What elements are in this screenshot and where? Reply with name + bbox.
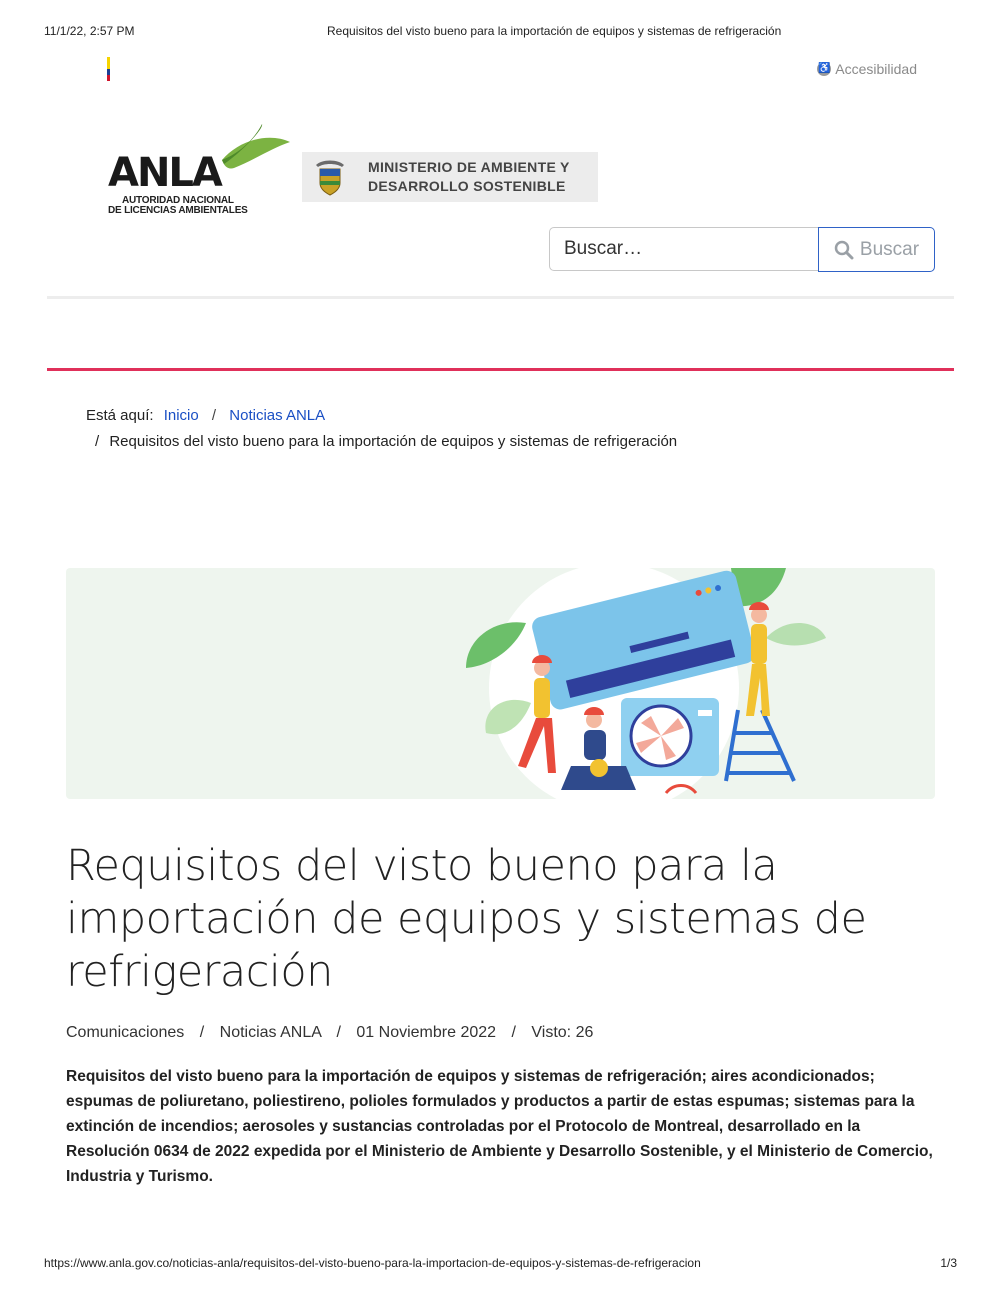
- article-title: Requisitos del visto bueno para la importación de equipos y sistemas de refrigeración: [66, 841, 867, 997]
- print-datetime: 11/1/22, 2:57 PM: [44, 24, 135, 38]
- air-conditioner-illustration: [66, 568, 935, 799]
- article-meta: [66, 1024, 593, 1042]
- print-footer-url: https://www.anla.gov.co/noticias-anla/requisitos-del-visto-bueno-para-la-importacion-de-equipos-y-sistemas-de-refrigeracion: [44, 1256, 701, 1270]
- print-doc-title: Requisitos del visto bueno para la importación de equipos y sistemas de refrigeración: [327, 24, 782, 38]
- accessibility-link[interactable]: [817, 61, 917, 77]
- breadcrumb: [86, 407, 325, 424]
- coat-of-arms-icon: [308, 155, 352, 199]
- print-footer-page: 1/3: [940, 1256, 957, 1270]
- breadcrumb-separator: /: [211, 407, 217, 424]
- meta-date: 01 Noviembre 2022: [356, 1024, 497, 1041]
- search-button-label: Buscar: [859, 238, 920, 260]
- search-input[interactable]: [549, 227, 819, 271]
- breadcrumb-current-row: [95, 433, 677, 450]
- breadcrumb-separator: /: [95, 433, 100, 450]
- breadcrumb-item-inicio[interactable]: Inicio: [163, 407, 199, 424]
- meta-views: Visto: 26: [531, 1024, 594, 1041]
- header-divider: [47, 296, 954, 299]
- breadcrumb-prefix: Está aquí:: [86, 407, 154, 424]
- meta-author: Comunicaciones: [66, 1024, 185, 1041]
- accessibility-icon: ♿: [818, 63, 831, 74]
- anla-subtitle: AUTORIDAD NACIONAL DE LICENCIAS AMBIENTALES: [108, 195, 248, 216]
- search-icon: [834, 240, 854, 260]
- flag-bar: [107, 57, 110, 81]
- ministry-text: MINISTERIO DE AMBIENTE Y DESARROLLO SOSTENIBLE: [368, 159, 570, 194]
- meta-separator: /: [199, 1024, 205, 1041]
- breadcrumb-item-noticias[interactable]: Noticias ANLA: [229, 407, 326, 424]
- meta-separator: /: [511, 1024, 516, 1041]
- article-intro: Requisitos del visto bueno para la importación de equipos y sistemas de refrigeración; aires acondicionados; espumas de poliuretano, poliestireno, polioles formulados y productos a partir de estas espumas; sistemas para la extinción de incendios; aerosoles y sustancias controladas por el Protocolo de Montreal, desarrollado en la Resolución 0634 de 2022 expedida por el Ministerio de Ambiente y Desarrollo Sostenible, y el Ministerio de Comercio, Industria y Turismo.: [66, 1068, 933, 1185]
- ministry-logo[interactable]: [302, 152, 598, 202]
- anla-wordmark: ANLA: [108, 150, 221, 196]
- meta-separator: /: [336, 1024, 341, 1041]
- search-button[interactable]: [818, 227, 935, 272]
- meta-category[interactable]: Noticias ANLA: [219, 1024, 322, 1041]
- nav-divider: [47, 368, 954, 371]
- accessibility-label: Accesibilidad: [835, 61, 917, 77]
- hero-image: [66, 568, 935, 799]
- breadcrumb-current: Requisitos del visto bueno para la importación de equipos y sistemas de refrigeración: [109, 433, 678, 450]
